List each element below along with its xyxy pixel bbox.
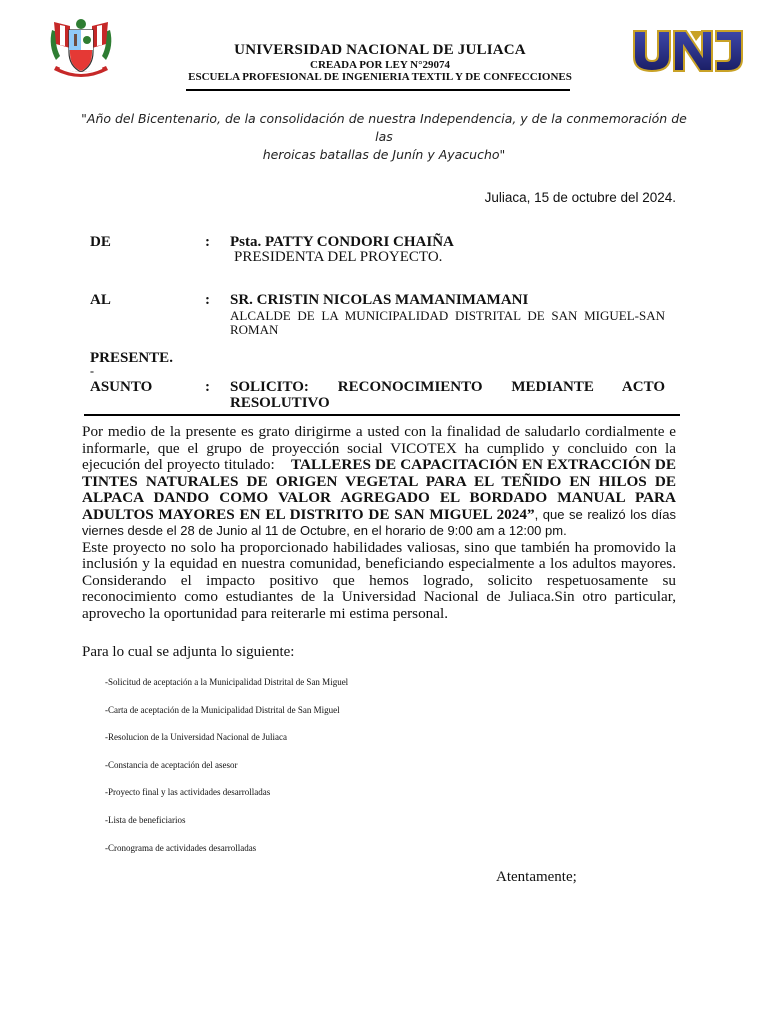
to-colon: : (205, 292, 210, 308)
school-name: ESCUELA PROFESIONAL DE INGENIERIA TEXTIL Y DE CONFECCIONES (188, 71, 572, 83)
to-label: AL (90, 292, 111, 308)
attachment-item: -Lista de beneficiarios (105, 814, 186, 825)
subject-colon: : (205, 379, 210, 395)
attachments-list (105, 676, 348, 869)
university-name: UNIVERSIDAD NACIONAL DE JULIACA (234, 42, 526, 58)
year-motto-line-2: heroicas batallas de Junín y Ayacucho" (262, 147, 506, 162)
header-divider (186, 89, 570, 91)
project-title: TALLERES DE CAPACITACIÓN EN EXTRACCIÓN DE TINTES NATURALES DE ORIGEN VEGETAL PARA EL TEÑIDO EN HILOS DE ALPACA DANDO COMO VALOR AGREGADO EL BORDADO MANUAL PARA ADULTOS MAYORES EN EL DISTRITO DE SAN MIGUEL 2024” (82, 456, 676, 523)
subject-divider (84, 414, 680, 416)
creation-law: CREADA POR LEY N°29074 (310, 59, 450, 71)
attachment-item: -Cronograma de actividades desarrolladas (105, 842, 257, 853)
to-role: ALCALDE DE LA MUNICIPALIDAD DISTRITAL DE SAN MIGUEL-SAN ROMAN (230, 308, 665, 337)
from-label: DE (90, 234, 111, 250)
body-intro: Por medio de la presente es grato dirigirme a usted con la finalidad de saludarlo cordialmente e informarle, que el grupo de proyección social VICOTEX ha cumplido y concluido con la ejecución del proyecto titulado: (82, 423, 676, 473)
closing-salutation: Atentamente; (496, 869, 577, 885)
from-role: PRESIDENTA DEL PROYECTO. (234, 249, 443, 265)
from-name: Psta. PATTY CONDORI CHAIÑA (230, 234, 454, 250)
to-name: SR. CRISTIN NICOLAS MAMANIMAMANI (230, 292, 529, 308)
letter-body (82, 424, 676, 622)
attachment-item: -Carta de aceptación de la Municipalidad Distrital de San Miguel (105, 704, 340, 715)
attachment-item: -Solicitud de aceptación a la Municipalidad Distrital de San Miguel (105, 677, 349, 687)
from-colon: : (205, 234, 210, 250)
peru-coat-of-arms-icon (46, 16, 116, 84)
year-motto-line-1: "Año del Bicentenario, de la consolidación de nuestra Independencia, y de la conmemoración de las (81, 111, 687, 144)
body-paragraph-1 (82, 424, 676, 540)
presente-dash: - (90, 364, 94, 378)
year-motto (80, 110, 688, 164)
attachment-item: -Proyecto final y las actividades desarrolladas (105, 787, 271, 798)
project-schedule: , que se realizó los días viernes desde el 28 de Junio al 11 de Octubre, en el horario de 9:00 am a 12:00 pm. (82, 506, 677, 538)
unaj-logo-icon (630, 27, 746, 73)
attachment-item: -Constancia de aceptación del asesor (105, 759, 238, 770)
attachments-intro: Para lo cual se adjunta lo siguiente: (82, 644, 295, 660)
attachment-item: -Resolucion de la Universidad Nacional de Juliaca (105, 732, 287, 743)
presente-heading: PRESENTE. (90, 350, 173, 366)
subject-label: ASUNTO (90, 379, 153, 395)
letter-date: Juliaca, 15 de octubre del 2024. (484, 190, 676, 205)
body-paragraph-2: Este proyecto no solo ha proporcionado habilidades valiosas, sino que también ha promovido la inclusión y la equidad en nuestra comunidad, beneficiando especialmente a los adultos mayores. Considerando el impacto positivo que hemos logrado, solicito respetuosamente su reconocimiento como estudiantes de la Universidad Nacional de Juliaca.Sin otro particular, aprovecho la oportunidad para reiterarle mi estima personal. (82, 538, 676, 622)
subject-value: SOLICITO: RECONOCIMIENTO MEDIANTE ACTO RESOLUTIVO (230, 379, 665, 411)
